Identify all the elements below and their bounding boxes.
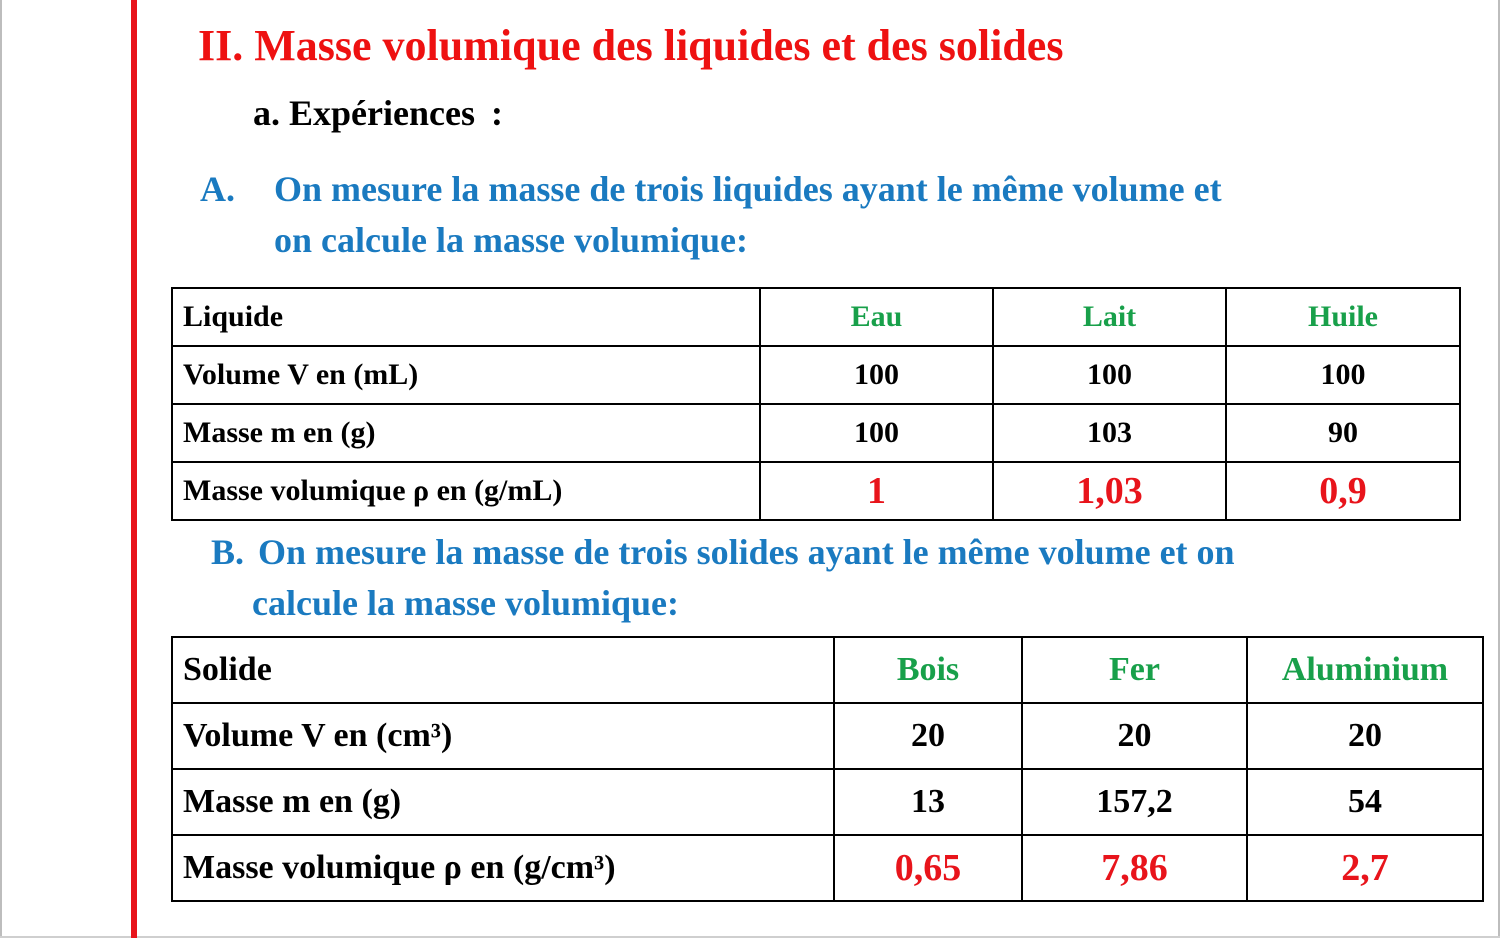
table-row	[172, 703, 1483, 769]
subtitle	[253, 92, 503, 134]
table-cell: 100	[760, 346, 993, 404]
table-cell: 103	[993, 404, 1226, 462]
section-a-line2: on calcule la masse volumique:	[274, 220, 748, 260]
header-huile: Huile	[1226, 288, 1460, 346]
table-cell: 90	[1226, 404, 1460, 462]
result-cell: 1,03	[993, 462, 1226, 520]
table-cell: 20	[1022, 703, 1247, 769]
row-label: Masse m en (g)	[172, 769, 834, 835]
subtitle-colon: :	[490, 93, 503, 133]
table-row	[172, 346, 1460, 404]
liquids-table	[171, 287, 1461, 521]
row-label: Volume V en (cm³)	[172, 703, 834, 769]
table-row	[172, 769, 1483, 835]
table-row	[172, 637, 1483, 703]
header-aluminium: Aluminium	[1247, 637, 1483, 703]
result-cell: 7,86	[1022, 835, 1247, 901]
table-cell: 157,2	[1022, 769, 1247, 835]
section-b-line1: On mesure la masse de trois solides ayant le même volume et on	[258, 532, 1235, 572]
table-row	[172, 404, 1460, 462]
table-cell: 20	[834, 703, 1022, 769]
table-row	[172, 462, 1460, 520]
row-label: Masse m en (g)	[172, 404, 760, 462]
table-row	[172, 288, 1460, 346]
table-row	[172, 835, 1483, 901]
section-b-line2: calcule la masse volumique:	[252, 583, 679, 623]
header-solide: Solide	[172, 637, 834, 703]
left-border	[0, 0, 2, 938]
section-a-line1: On mesure la masse de trois liquides ayant le même volume et	[274, 169, 1222, 209]
row-label: Masse volumique ρ en (g/cm³)	[172, 835, 834, 901]
subtitle-text: a. Expériences	[253, 93, 475, 133]
table-cell: 100	[1226, 346, 1460, 404]
red-margin-line	[131, 0, 137, 938]
header-lait: Lait	[993, 288, 1226, 346]
header-bois: Bois	[834, 637, 1022, 703]
page-title: II. Masse volumique des liquides et des solides	[198, 21, 1064, 70]
result-cell: 1	[760, 462, 993, 520]
table-cell: 100	[760, 404, 993, 462]
section-b-letter: B.	[211, 532, 245, 572]
header-fer: Fer	[1022, 637, 1247, 703]
table-cell: 100	[993, 346, 1226, 404]
result-cell: 2,7	[1247, 835, 1483, 901]
row-label: Masse volumique ρ en (g/mL)	[172, 462, 760, 520]
solids-table	[171, 636, 1484, 902]
header-eau: Eau	[760, 288, 993, 346]
table-cell: 13	[834, 769, 1022, 835]
row-label: Volume V en (mL)	[172, 346, 760, 404]
section-a-letter: A.	[200, 169, 235, 209]
table-cell: 54	[1247, 769, 1483, 835]
header-liquide: Liquide	[172, 288, 760, 346]
table-cell: 20	[1247, 703, 1483, 769]
result-cell: 0,65	[834, 835, 1022, 901]
result-cell: 0,9	[1226, 462, 1460, 520]
